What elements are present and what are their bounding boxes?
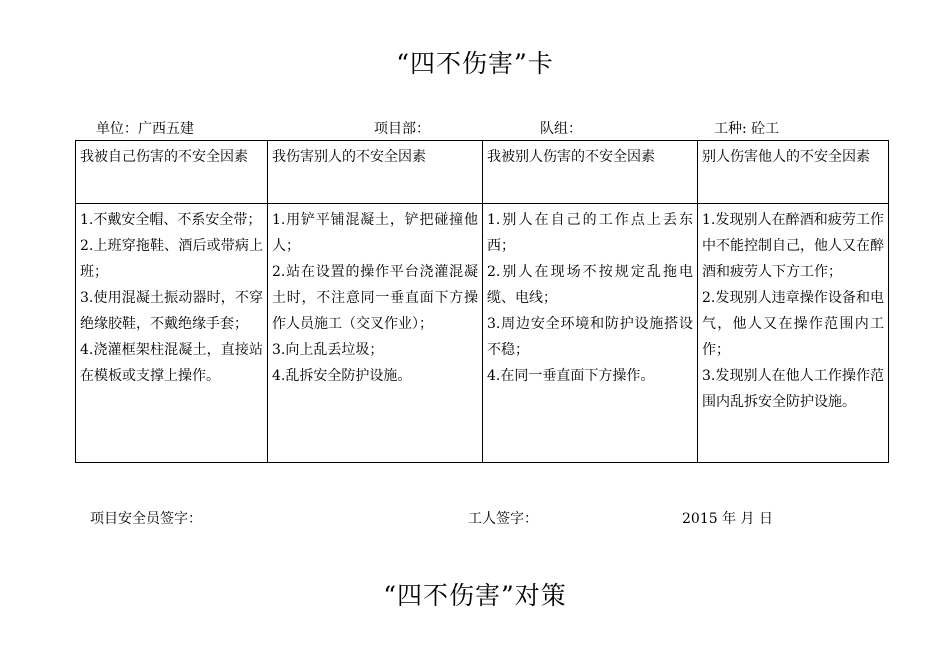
list-item: 1.别人在自己的工作点上丢东西； bbox=[487, 212, 693, 254]
cell-harm-others bbox=[268, 204, 483, 463]
table-header-row bbox=[76, 141, 889, 204]
list-item: 3.发现别人在他人工作操作范围内乱拆安全防护设施。 bbox=[702, 368, 884, 410]
list-item: 1.不戴安全帽、不系安全带； bbox=[80, 212, 262, 228]
card-title: “四不伤害”卡 bbox=[396, 49, 554, 78]
cell-harmed-by-others bbox=[483, 204, 698, 463]
list-item: 4.在同一垂直面下方操作。 bbox=[487, 368, 655, 384]
list-item: 3.使用混凝土振动器时，不穿绝缘胶鞋，不戴绝缘手套； bbox=[80, 290, 263, 332]
project-dept-field: 项目部： bbox=[374, 121, 430, 137]
list-item: 2.发现别人违章操作设备和电气，他人又在操作范围内工作； bbox=[702, 290, 884, 358]
countermeasure-title: “四不伤害”对策 bbox=[383, 581, 567, 610]
cell-others-harm-others bbox=[698, 204, 889, 463]
cell-self-harm bbox=[76, 204, 268, 463]
unit-field: 单位：广西五建 bbox=[96, 121, 194, 137]
trade-field: 工种: 砼工 bbox=[714, 121, 780, 137]
header-self-harm: 我被自己伤害的不安全因素 bbox=[76, 141, 268, 204]
signature-date: 2015 年 月 日 bbox=[682, 511, 773, 527]
list-item: 4.乱拆安全防护设施。 bbox=[272, 368, 412, 384]
header-others-harm-others: 别人伤害他人的不安全因素 bbox=[698, 141, 889, 204]
four-no-harm-table bbox=[75, 140, 889, 463]
table-row bbox=[76, 204, 889, 463]
list-item: 2.站在设置的操作平台浇灌混凝土时，不注意同一垂直面下方操作人员施工（交叉作业）； bbox=[272, 264, 478, 332]
list-item: 3.周边安全环境和防护设施搭设不稳； bbox=[487, 316, 693, 358]
worker-signature: 工人签字： bbox=[468, 511, 538, 527]
header-harm-others: 我伤害别人的不安全因素 bbox=[268, 141, 483, 204]
team-field: 队组： bbox=[540, 121, 582, 137]
list-item: 1.用铲平铺混凝土，铲把碰撞他人； bbox=[272, 212, 478, 254]
header-harmed-by-others: 我被别人伤害的不安全因素 bbox=[483, 141, 698, 204]
list-item: 1.发现别人在醉酒和疲劳工作中不能控制自己，他人又在醉 酒和疲劳人下方工作； bbox=[702, 212, 884, 280]
list-item: 2.上班穿拖鞋、酒后或带病上班； bbox=[80, 238, 263, 280]
safety-officer-signature: 项目安全员签字： bbox=[90, 511, 202, 527]
list-item: 3.向上乱丢垃圾； bbox=[272, 342, 384, 358]
list-item: 2.别人在现场不按规定乱拖电缆、电线； bbox=[487, 264, 693, 306]
list-item: 4.浇灌框架柱混凝土，直接站在模板或支撑上操作。 bbox=[80, 342, 263, 384]
